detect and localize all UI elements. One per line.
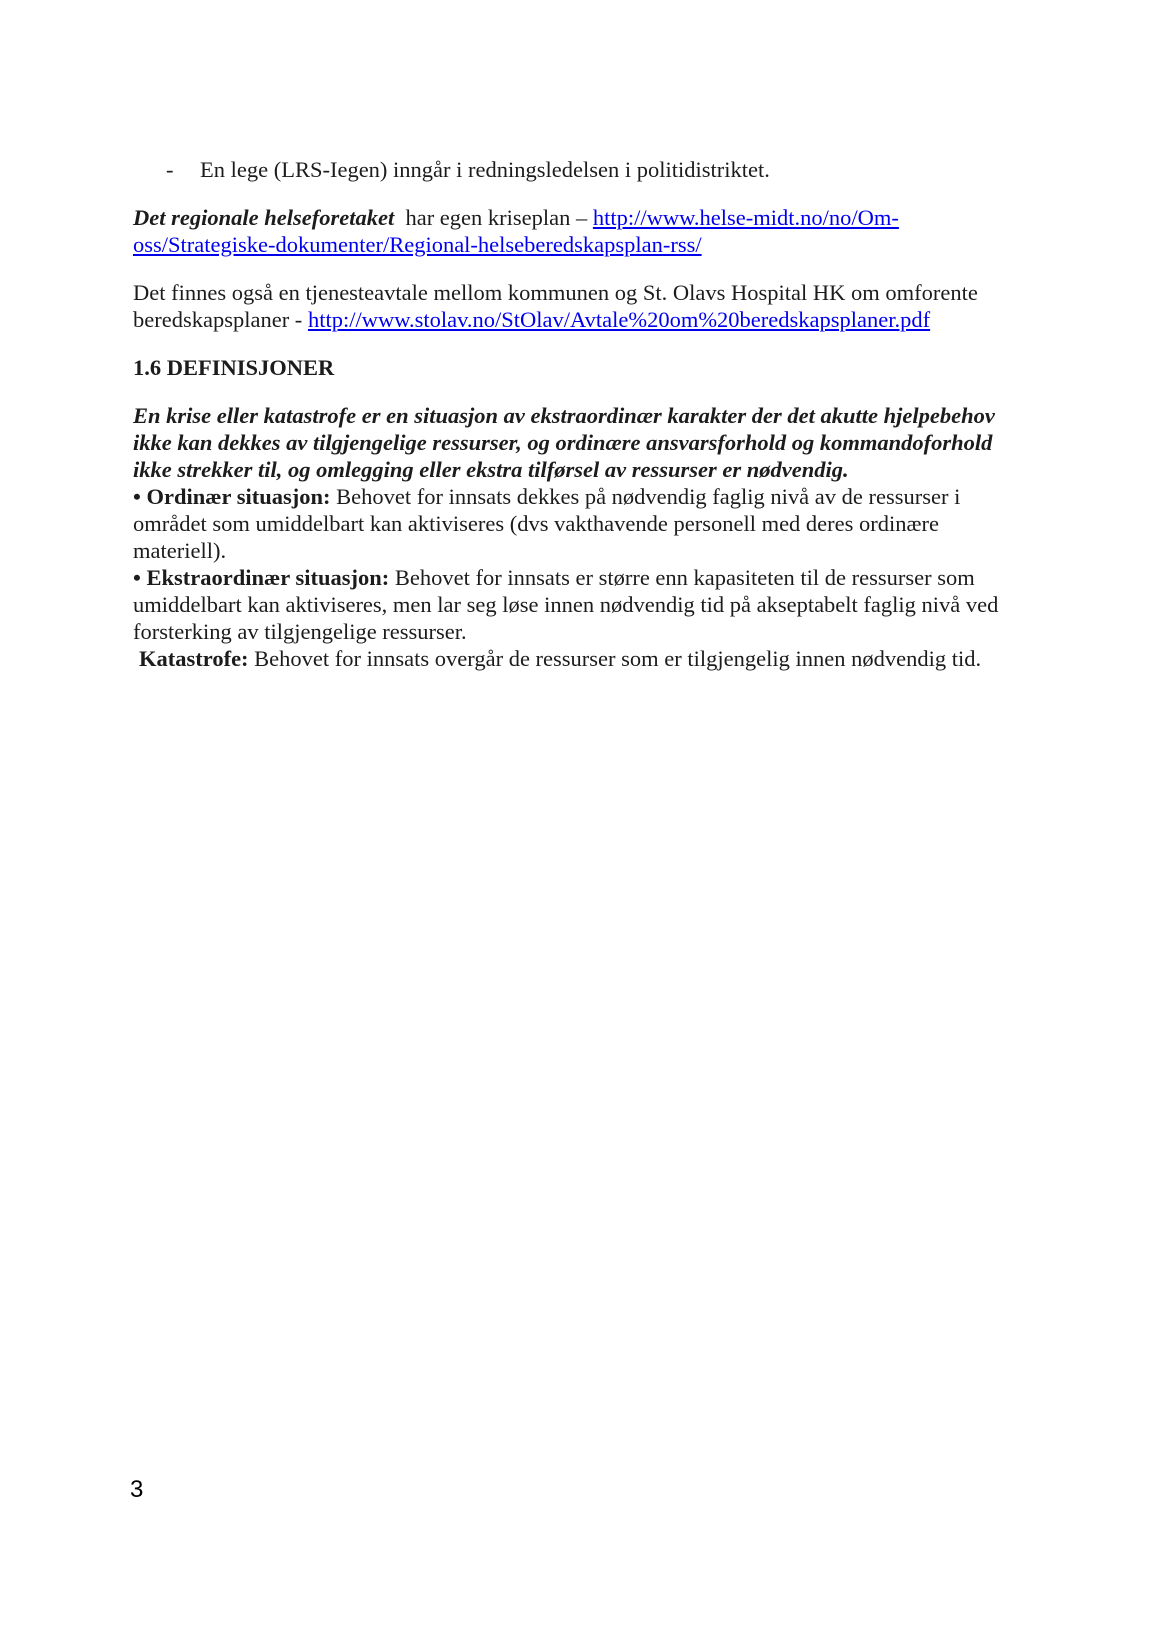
dash-list-item [133,156,1033,183]
paragraph-tjenesteavtale [133,279,1033,333]
definition-text-ekstraordinaer: Behovet for innsats er større enn kapasiteten til de ressurser som umiddelbart kan aktiviseres, men lar seg løse innen nødvendig tid på akseptabelt faglig nivå ved forsterking av tilgjengelige ressurser. [133,565,1005,644]
definition-intro: En krise eller katastrofe er en situasjon av ekstraordinær karakter der det akutte hjelpebehov ikke kan dekkes av tilgjengelige ressurser, og ordinære ansvarsforhold og kommandoforhold ikke strekker til, og omlegging eller ekstra tilførsel av ressurser er nødvendig. [133,403,1001,482]
paragraph-tjenesteavtale-text: Det finnes også en tjenesteavtale mellom kommunen og St. Olavs Hospital HK om omforente beredskapsplaner - [133,280,984,332]
definition-term-ordinaer: • Ordinær situasjon: [133,484,331,509]
definition-item-ekstraordinaer [133,564,1033,645]
link-stolav-pdf[interactable]: http://www.stolav.no/StOlav/Avtale%20om%20beredskapsplaner.pdf [307,307,931,332]
paragraph-regional-middle: har egen kriseplan – [394,205,593,230]
page-content [133,156,1033,672]
dash-list-item-text: En lege (LRS-Iegen) inngår i redningsledelsen i politidistriktet. [200,157,770,182]
definition-term-ekstraordinaer: • Ekstraordinær situasjon: [133,565,390,590]
definition-term-katastrofe: Katastrofe: [139,646,249,671]
definition-item-katastrofe [133,645,1033,672]
section-heading-definisjoner: 1.6 DEFINISJONER [133,355,335,380]
paragraph-regional-lead: Det regionale helseforetaket [133,205,395,230]
definition-item-ordinaer [133,483,1033,564]
paragraph-regional-helseforetak [133,204,1033,258]
page-number: 3 [130,1476,144,1503]
definition-text-ordinaer: Behovet for innsats dekkes på nødvendig faglig nivå av de ressurser i området som umiddelbart kan aktiviseres (dvs vakthavende personell med deres ordinære materiell). [133,484,966,563]
dash-marker: - [166,157,174,182]
link-helse-midt[interactable]: http://www.helse-midt.no/no/Om-oss/Strategiske-dokumenter/Regional-helseberedskapsplan-rss/ [133,205,899,257]
definition-text-katastrofe: Behovet for innsats overgår de ressurser som er tilgjengelig innen nødvendig tid. [248,646,982,671]
